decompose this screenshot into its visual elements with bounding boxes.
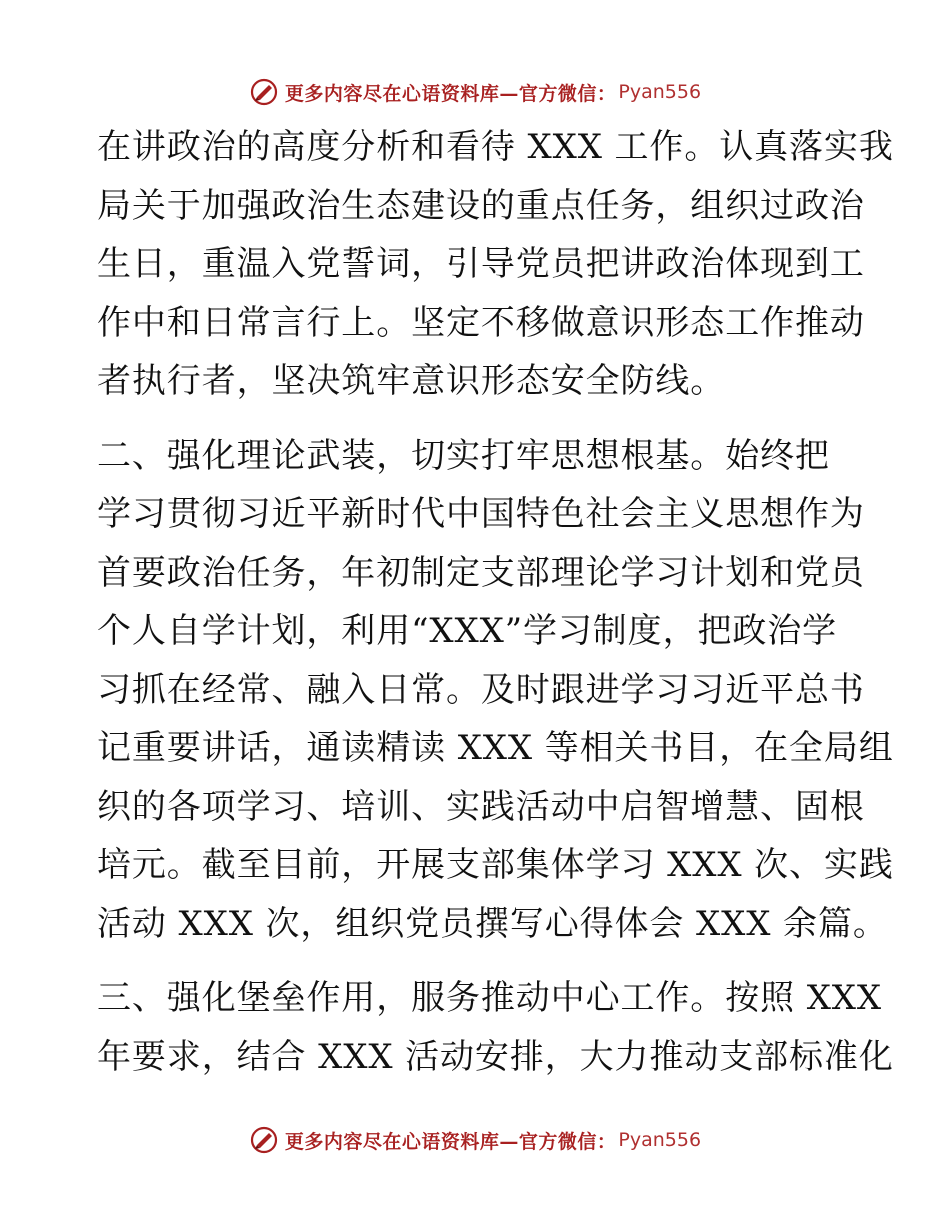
watermark-text: 更多内容尽在心语资料库—官方微信： xyxy=(284,82,617,105)
watermark-footer xyxy=(0,1120,950,1160)
document-body xyxy=(97,118,894,1086)
text-line: 首要政治任务，年初制定支部理论学习计划和党员 xyxy=(97,552,865,593)
text-line: 学习贯彻习近平新时代中国特色社会主义思想作为 xyxy=(97,494,865,534)
text-line: 个人自学计划，利用“XXX”学习制度，把政治学 xyxy=(97,611,838,651)
text-line: 活动 XXX 次，组织党员撰写心得体会 XXX 余篇。 xyxy=(97,903,888,944)
text-line: 二、强化理论武装，切实打牢思想根基。始终把 xyxy=(97,435,830,476)
paragraph xyxy=(97,118,894,411)
text-line: 年要求，结合 XXX 活动安排，大力推动支部标准化 xyxy=(97,1036,894,1077)
text-line: 在讲政治的高度分析和看待 XXX 工作。认真落实我 xyxy=(97,127,894,167)
text-line: 三、强化堡垒作用，服务推动中心工作。按照 XXX xyxy=(97,978,883,1018)
logo-icon xyxy=(249,1125,279,1155)
watermark-header xyxy=(0,72,950,112)
text-line: 记重要讲话，通读精读 XXX 等相关书目，在全局组 xyxy=(97,728,894,768)
text-line: 习抓在经常、融入日常。及时跟进学习习近平总书 xyxy=(97,669,865,710)
text-line: 培元。截至目前，开展支部集体学习 XXX 次、实践 xyxy=(97,845,894,885)
text-line: 局关于加强政治生态建设的重点任务，组织过政治 xyxy=(97,185,865,226)
watermark-text: 更多内容尽在心语资料库—官方微信： xyxy=(284,1130,617,1153)
paragraph xyxy=(97,969,894,1086)
text-line: 者执行者，坚决筑牢意识形态安全防线。 xyxy=(97,361,726,401)
watermark-account: Pyan556 xyxy=(618,81,702,103)
text-line: 生日，重温入党誓词，引导党员把讲政治体现到工 xyxy=(97,244,865,284)
paragraph xyxy=(97,427,894,954)
text-line: 作中和日常言行上。坚定不移做意识形态工作推动 xyxy=(97,302,865,343)
watermark-account: Pyan556 xyxy=(618,1129,702,1151)
text-line: 织的各项学习、培训、实践活动中启智增慧、固根 xyxy=(97,786,865,827)
logo-icon xyxy=(249,77,279,107)
